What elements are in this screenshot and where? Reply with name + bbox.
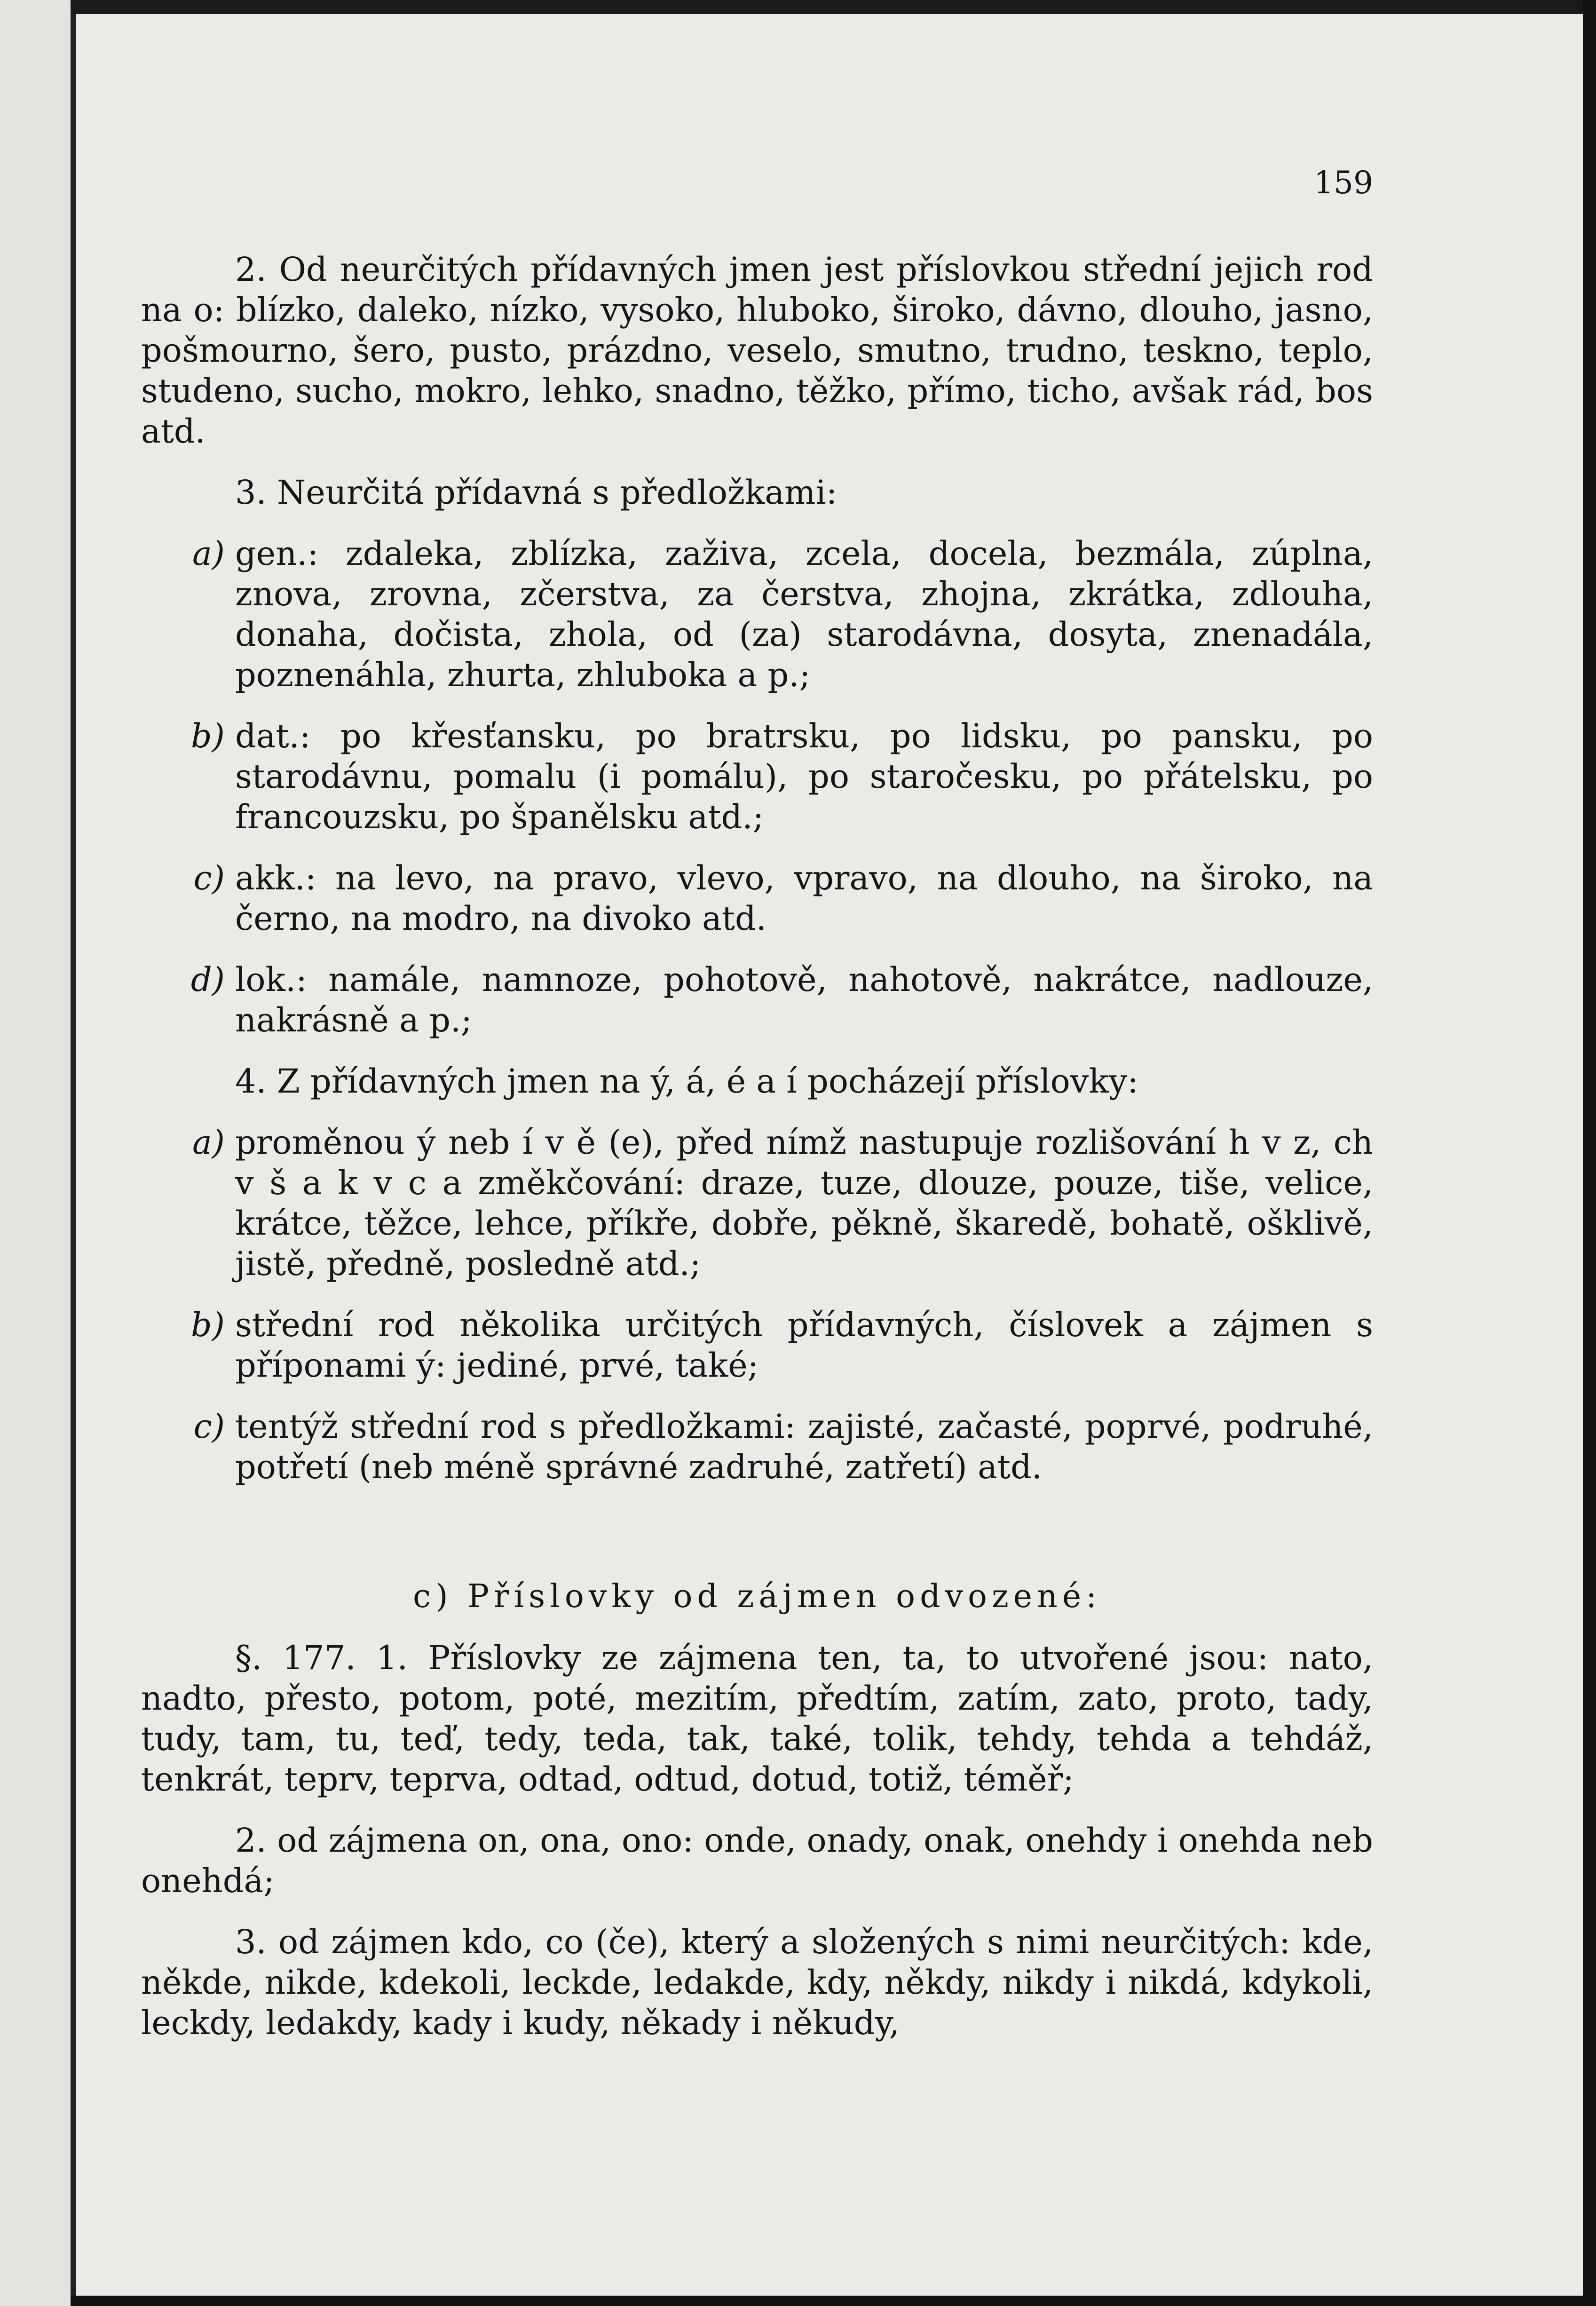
section-177-paragraph-1: §. 177. 1. Příslovky ze zájmena ten, ta, to utvořené jsou: nato, nadto, přesto, potom, poté, mezitím, předtím, zatím, zato, proto, tady, tudy, tam, tu, teď, tedy, teda, tak, také, tolik, tehdy, tehda a tehdáž, tenkrát, teprv, teprva, odtad, odtud, dotud, totiž, téměř; <box>141 1639 1373 1799</box>
list-item <box>141 1305 1373 1386</box>
list-item <box>141 959 1373 1040</box>
list-item-label: a) <box>192 534 225 573</box>
list-item <box>141 533 1373 695</box>
left-page-edge <box>0 0 76 2306</box>
paragraph-4-intro: 4. Z přídavných jmen na ý, á, é a í pocházejí příslovky: <box>235 1062 1138 1101</box>
paragraph-3-intro: 3. Neurčitá přídavná s předložkami: <box>235 473 838 512</box>
list-item <box>141 858 1373 939</box>
list-item-text: akk.: na levo, na pravo, vlevo, vpravo, na dlouho, na široko, na černo, na modro, na divoko atd. <box>235 859 1373 938</box>
list-item-text: lok.: namále, namnoze, pohotově, nahotově, nakrátce, nadlouze, nakrásně a p.; <box>235 960 1373 1039</box>
top-scan-border <box>71 0 1596 14</box>
list-item-label: b) <box>190 717 225 755</box>
right-scan-border <box>1583 0 1596 2306</box>
list-item-label: a) <box>192 1123 225 1162</box>
list-item-label: b) <box>190 1306 225 1344</box>
list-item-text: dat.: po křesťansku, po bratrsku, po lidsku, po pansku, po starodávnu, pomalu (i pomálu), po staročesku, po přátelsku, po francouzsku, po španělsku atd.; <box>235 717 1373 836</box>
paragraph-2: 2. Od neurčitých přídavných jmen jest příslovkou střední jejich rod na o: blízko, daleko, nízko, vysoko, hluboko, široko, dávno, dlouho, jasno, pošmourno, šero, pusto, prázdno, veselo, smutno, trudno, teskno, teplo, studeno, sucho, mokro, lehko, snadno, těžko, přímo, ticho, avšak rád, bos atd. <box>141 250 1373 451</box>
list-item-text: střední rod několika určitých přídavných, číslovek a zájmen s příponami ý: jediné, prvé, také; <box>235 1306 1373 1385</box>
list-item-label: c) <box>193 859 225 897</box>
bottom-scan-border <box>71 2296 1596 2306</box>
list-item-label: d) <box>190 960 225 999</box>
list-item <box>141 716 1373 837</box>
text-column <box>141 249 1373 2043</box>
list-item-label: c) <box>193 1407 225 1446</box>
page-number: 159 <box>1314 165 1373 201</box>
list-item-text: tentýž střední rod s předložkami: zajisté, začasté, poprvé, podruhé, potřetí (neb méně správné zadruhé, zatřetí) atd. <box>235 1407 1373 1486</box>
section-177-paragraph-3: 3. od zájmen kdo, co (če), který a složených s nimi neurčitých: kde, někde, nikde, kdekoli, leckde, ledakde, kdy, někdy, nikdy i nikdá, kdykoli, leckdy, ledakdy, kady i kudy, někady i někudy, <box>141 1923 1373 2042</box>
list-item <box>141 1406 1373 1487</box>
section-177-paragraph-2: 2. od zájmena on, ona, ono: onde, onady, onak, onehdy i onehda neb onehdá; <box>141 1821 1373 1900</box>
list-item <box>141 1122 1373 1284</box>
list-item-text: gen.: zdaleka, zblízka, zaživa, zcela, docela, bezmála, zúplna, znova, zrovna, zčerstva, za čerstva, zhojna, zkrátka, zdlouha, donaha, dočista, zhola, od (za) starodávna, dosyta, znenadála, poznenáhla, zhurta, zhluboka a p.; <box>235 534 1373 694</box>
section-heading: c) Příslovky od zájmen odvozené: <box>413 1578 1101 1615</box>
list-item-text: proměnou ý neb í v ě (e), před nímž nastupuje rozlišování h v z, ch v š a k v c a změkčování: draze, tuze, dlouze, pouze, tiše, velice, krátce, těžce, lehce, příkře, dobře, pěkně, škaredě, bohatě, ošklivě, jistě, předně, posledně atd.; <box>235 1123 1373 1283</box>
